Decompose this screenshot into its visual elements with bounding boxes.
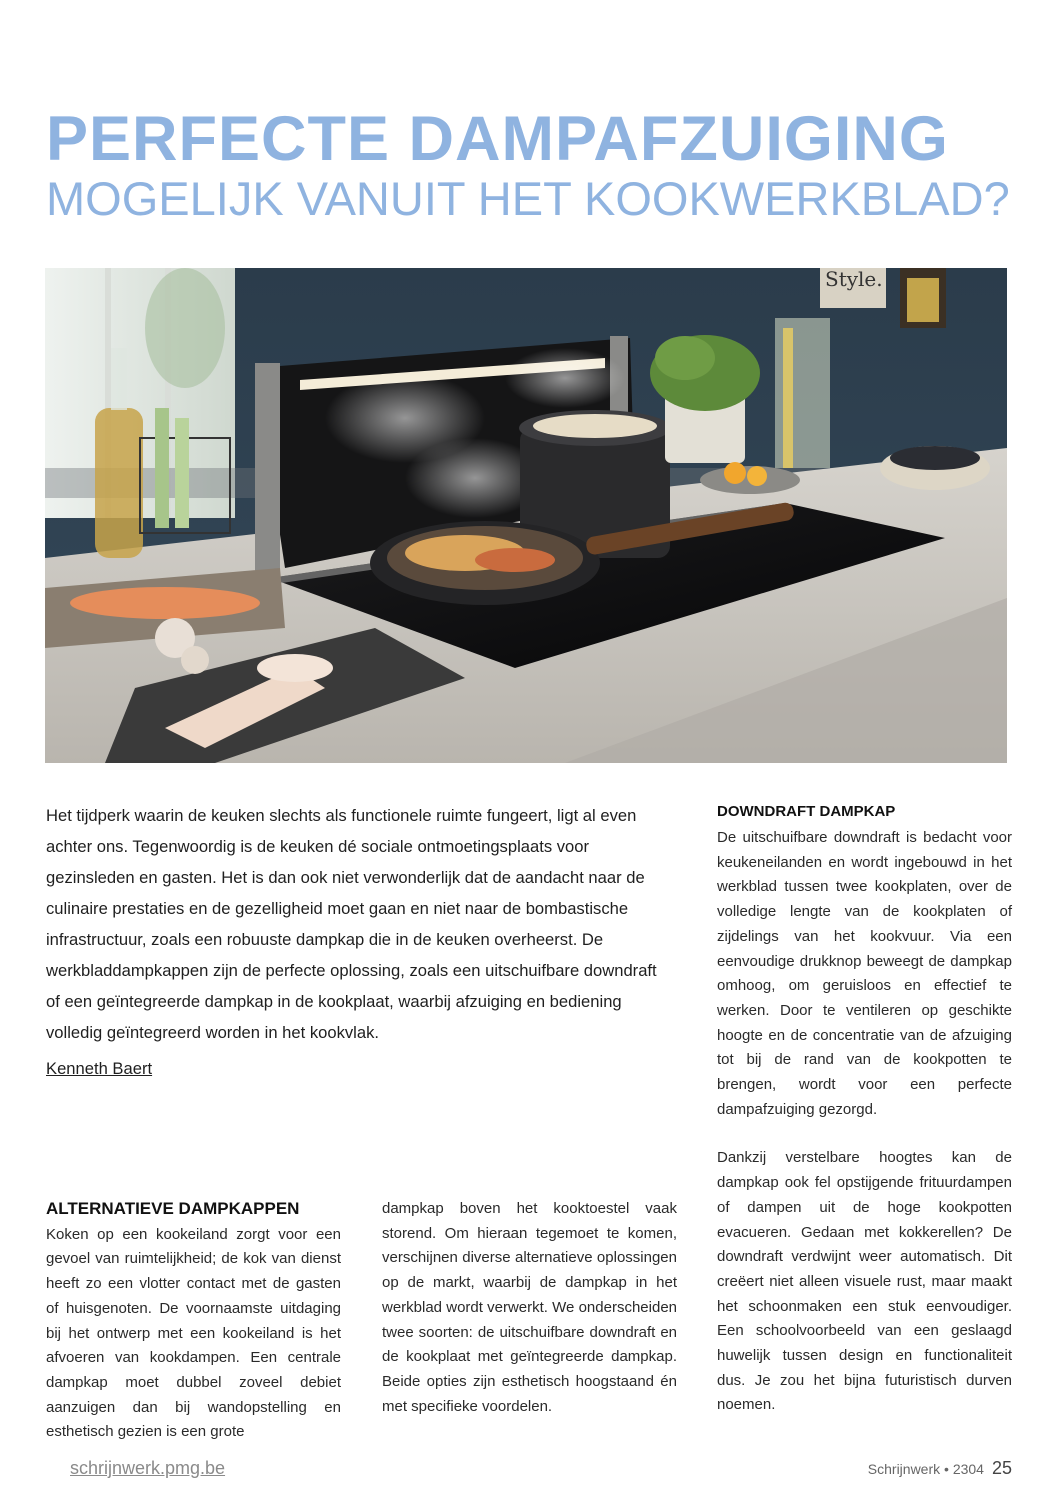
section-text-alternatieve-part2: dampkap boven het kooktoestel vaak storend. Om hieraan tegemoet te komen, verschijnen diverse alternatieve oplossingen op de markt, waarbij de dampkap in het werkblad wordt verwerkt. We onderscheiden twee soorten: de uitschuifbare downdraft en de kookplaat met geïntegreerde dampkap. Beide opties zijn esthetisch hoogstaand én met specifieke voordelen. <box>382 1200 677 1415</box>
oil-bottle <box>95 408 143 558</box>
author-byline: Kenneth Baert <box>46 1059 153 1078</box>
wall-text: Style. <box>825 268 883 291</box>
column-alternatieve-continued <box>382 1197 677 1419</box>
kitchen-photo <box>45 268 1007 763</box>
intro-text: Het tijdperk waarin de keuken slechts als functionele ruimte fungeert, ligt al even achter ons. Tegenwoordig is de keuken dé sociale ontmoetingsplaats voor gezinsleden en gasten. Het is dan ook niet verwonderlijk dat de aandacht naar de culinaire prestaties en de gezelligheid moet gaan en niet naar de bombastische infrastructuur, zoals een robuuste dampkap die in de keuken overheerst. De werkbladdampkappen zijn de perfecte oplossing, zoals een uitschuifbare downdraft of een geïntegreerde dampkap in de kookplaat, waarbij afzuiging en bediening volledig geïntegreerd worden in het kookvlak. <box>46 806 657 1042</box>
page-footer <box>868 1458 1012 1479</box>
section-heading-alternatieve: ALTERNATIEVE DAMPKAPPEN <box>46 1199 300 1218</box>
section-heading-downdraft: DOWNDRAFT DAMPKAP <box>717 803 896 820</box>
section-text-downdraft-para1: De uitschuifbare downdraft is bedacht voor keukeneilanden en wordt ingebouwd in het werkblad tussen twee kookplaten, over de volledige lengte van de kookplaten of zijdelings van het kookvuur. Via een eenvoudige drukknop beweegt de dampkap omhoog, om geruisloos en effectief te werken. Door te ventileren op geschikte hoogte en de concentratie van de afzuiging tot bij de rand van de kookpotten te brengen, wordt voor een perfecte dampafzuiging gezorgd. <box>717 829 1012 1118</box>
page-subtitle: MOGELIJK VANUIT HET KOOKWERKBLAD? <box>46 172 1010 225</box>
column-alternatieve-dampkappen <box>46 1197 341 1445</box>
hood-frame-left <box>255 363 280 573</box>
section-text-alternatieve-part1: Koken op een kookeiland zorgt voor een gevoel van ruimtelijkheid; de kok van dienst heeft zo een vlotter contact met de gasten of huisgenoten. De voornaamste uitdaging bij het ontwerp met een kookeiland is het afvoeren van kookdampen. Een centrale dampkap moet dubbel zoveel debiet aanzuigen dan bij wandopstelling en esthetisch gezien is een grote <box>46 1225 341 1441</box>
issue-label: Schrijnwerk • 2304 <box>867 1461 984 1477</box>
section-text-downdraft-para2: Dankzij verstelbare hoogtes kan de dampkap ook fel opstijgende frituurdampen of dampen uit de hoge kookpotten evacueren. Gedaan met kokkerellen? De downdraft verdwijnt weer automatisch. Dit creëert niet alleen visuele rust, maar maakt het schoonmaken een stuk eenvoudiger. Een schoolvoorbeeld van een geslaagd huwelijk tussen design en functionaliteit dus. Je zou het bijna futuristisch durven noemen. <box>717 1149 1012 1414</box>
column-downdraft-dampkap <box>717 800 1012 1418</box>
page-title: PERFECTE DAMPAFZUIGING <box>46 104 949 174</box>
website-link[interactable]: schrijnwerk.pmg.be <box>70 1458 226 1478</box>
page-number: 25 <box>991 1458 1012 1478</box>
